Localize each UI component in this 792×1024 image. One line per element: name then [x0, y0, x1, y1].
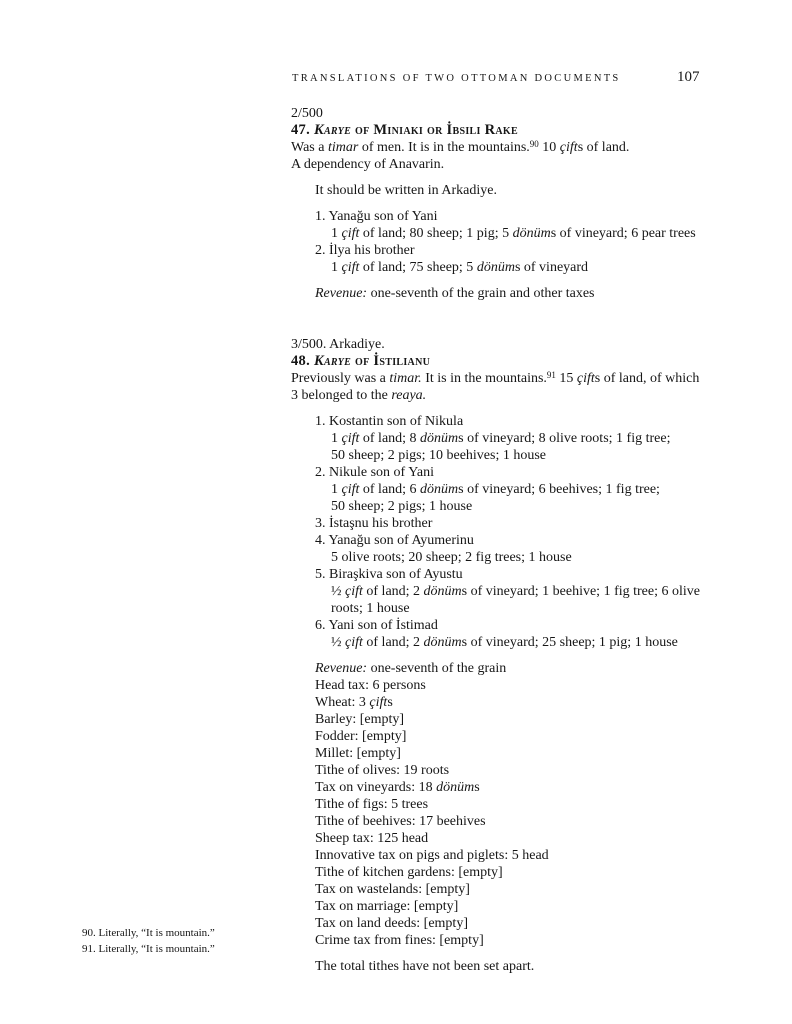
page-number: 107	[677, 69, 700, 85]
footnote-ref-90: 90	[529, 139, 539, 149]
entry-48-heading: 48. Karye of İstilianu	[291, 353, 431, 369]
tax-crime: Crime tax from fines: [empty]	[315, 933, 484, 948]
tax-sheep: Sheep tax: 125 head	[315, 831, 429, 846]
tax-figs: Tithe of figs: 5 trees	[315, 797, 429, 812]
footnote-91: 91. Literally, “It is mountain.”	[82, 943, 215, 955]
entry-48-person-6: 6. Yani son of İstimad	[315, 618, 438, 633]
entry-47-note: It should be written in Arkadiye.	[315, 183, 497, 198]
tax-vineyards: Tax on vineyards: 18 dönüms	[315, 780, 480, 795]
entry-48-person-1-holdings: 1 çift of land; 8 dönüms of vineyard; 8 olive roots; 1 fig tree;	[331, 431, 671, 446]
entry-48-person-2-holdings-cont: 50 sheep; 2 pigs; 1 house	[331, 499, 473, 514]
tax-millet: Millet: [empty]	[315, 746, 401, 761]
entry-48-closing: The total tithes have not been set apart.	[315, 959, 535, 974]
entry-48-person-4: 4. Yanağu son of Ayumerinu	[315, 533, 474, 548]
tax-barley: Barley: [empty]	[315, 712, 405, 727]
entry-47-person-2: 2. İlya his brother	[315, 243, 415, 258]
tax-wheat: Wheat: 3 çifts	[315, 695, 393, 710]
entry-47-dependency: A dependency of Anavarin.	[291, 157, 445, 172]
tax-head: Head tax: 6 persons	[315, 678, 426, 693]
main-text	[291, 105, 701, 975]
entry-48-person-4-holdings: 5 olive roots; 20 sheep; 2 fig trees; 1 house	[331, 550, 572, 565]
entry-47-heading: 47. Karye of Miniaki or İbsili Rake	[291, 122, 518, 138]
entry-48-person-5-holdings: ½ çift of land; 2 dönüms of vineyard; 1 beehive; 1 fig tree; 6 olive	[331, 584, 700, 599]
entry-48-person-2-holdings: 1 çift of land; 6 dönüms of vineyard; 6 beehives; 1 fig tree;	[331, 482, 660, 497]
tax-marriage: Tax on marriage: [empty]	[315, 899, 459, 914]
entry-48-description-cont: 3 belonged to the reaya.	[291, 388, 427, 403]
entry-48-ref: 3/500. Arkadiye.	[291, 337, 385, 352]
entry-48-revenue: Revenue: one-seventh of the grain	[315, 661, 507, 676]
entry-47-description: Was a timar of men. It is in the mountains.$^{90}$ 10 çifts of land.	[291, 139, 630, 155]
entry-48-person-5: 5. Biraşkiva son of Ayustu	[315, 567, 463, 582]
entry-47-person-1-holdings: 1 çift of land; 80 sheep; 1 pig; 5 dönüms of vineyard; 6 pear trees	[331, 226, 696, 241]
entry-47-ref: 2/500	[291, 106, 323, 121]
entry-48-person-3: 3. İstaşnu his brother	[315, 516, 433, 531]
entry-48-description: Previously was a timar. It is in the mountains.$^{91}$ 15 çifts of land, of which	[291, 370, 700, 386]
entry-48-person-5-holdings-cont: roots; 1 house	[331, 601, 410, 616]
entry-47-person-1: 1. Yanağu son of Yani	[315, 209, 438, 224]
footnote-ref-91: 91	[546, 370, 556, 380]
entry-48-person-1: 1. Kostantin son of Nikula	[315, 414, 464, 429]
footnotes	[82, 925, 215, 957]
entry-47-person-2-holdings: 1 çift of land; 75 sheep; 5 dönüms of vineyard	[331, 260, 589, 275]
tax-olives: Tithe of olives: 19 roots	[315, 763, 450, 778]
entry-48-person-1-holdings-cont: 50 sheep; 2 pigs; 10 beehives; 1 house	[331, 448, 547, 463]
entry-47-revenue: Revenue: one-seventh of the grain and other taxes	[315, 286, 595, 301]
footnote-90: 90. Literally, “It is mountain.”	[82, 927, 215, 939]
tax-beehives: Tithe of beehives: 17 beehives	[315, 814, 486, 829]
tax-wastelands: Tax on wastelands: [empty]	[315, 882, 470, 897]
entry-48-person-6-holdings: ½ çift of land; 2 dönüms of vineyard; 25 sheep; 1 pig; 1 house	[331, 635, 678, 650]
entry-48-person-2: 2. Nikule son of Yani	[315, 465, 435, 480]
tax-land-deeds: Tax on land deeds: [empty]	[315, 916, 468, 931]
tax-pigs: Innovative tax on pigs and piglets: 5 head	[315, 848, 549, 863]
tax-fodder: Fodder: [empty]	[315, 729, 407, 744]
running-header: TRANSLATIONS OF TWO OTTOMAN DOCUMENTS	[292, 73, 621, 84]
tax-gardens: Tithe of kitchen gardens: [empty]	[315, 865, 503, 880]
